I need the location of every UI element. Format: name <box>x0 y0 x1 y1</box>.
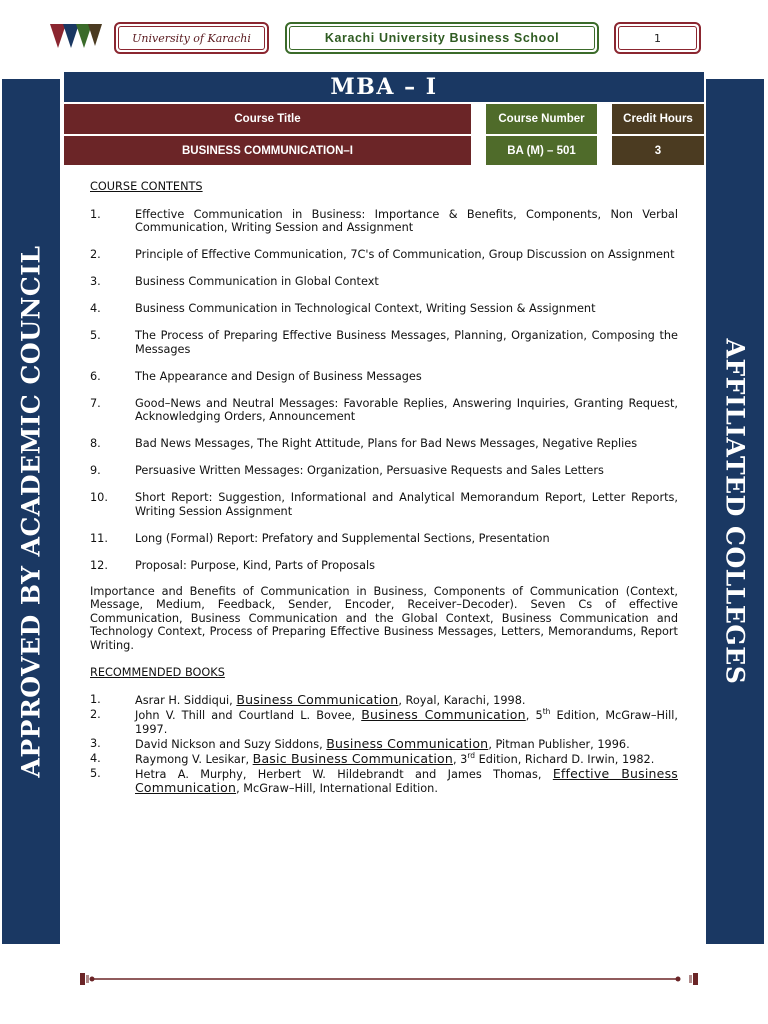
course-content <box>90 180 678 796</box>
list-item-text: Business Communication in Global Context <box>135 275 379 288</box>
page-number: 1 <box>618 26 697 50</box>
list-item-text: Persuasive Written Messages: Organization, Persuasive Requests and Sales Letters <box>135 464 604 477</box>
recommended-books-heading: RECOMMENDED BOOKS <box>90 665 225 679</box>
university-logo-icon <box>50 24 102 50</box>
book-number: 5. <box>90 766 101 780</box>
list-item <box>90 437 678 451</box>
course-summary-paragraph: Importance and Benefits of Communication in Business, Components of Communication (Context, Message, Medium, Feedback, Sender, Encoder, Receiver–Decoder). Seven Cs of effective Communication, Business Communication and the Global Context, Business Communication and Technology Context, Process of Preparing Effective Business Messages, Letters, Memorandums, Report Writing. <box>90 584 678 652</box>
affiliated-colleges-text: AFFILIATED COLLEGES <box>720 338 750 685</box>
book-number: 2. <box>90 708 101 721</box>
book-edition-suffix: th <box>542 707 551 717</box>
list-item-number: 4. <box>90 302 101 315</box>
list-item-number: 3. <box>90 275 101 288</box>
book-item <box>90 693 678 708</box>
book-citation <box>135 708 678 736</box>
list-item-text: Good–News and Neutral Messages: Favorable Replies, Answering Inquiries, Granting Request, Acknowledging Orders, Announcement <box>135 396 678 423</box>
business-school-label: Karachi University Business School <box>289 26 595 50</box>
list-item-text: Bad News Messages, The Right Attitude, Plans for Bad News Messages, Negative Replies <box>135 437 638 450</box>
list-item <box>90 491 678 518</box>
business-school-badge <box>285 22 599 54</box>
list-item <box>90 275 678 289</box>
list-item-number: 11. <box>90 531 108 545</box>
footer-divider <box>80 972 698 986</box>
list-item <box>90 329 678 356</box>
left-side-band <box>2 79 60 944</box>
book-title: Business Communication <box>236 692 399 707</box>
credit-hours-value: 3 <box>612 136 704 165</box>
book-edition: , 5 <box>525 709 543 722</box>
book-list <box>90 693 678 796</box>
book-title: Business Communication <box>326 735 489 751</box>
approved-by-academic-council-text: APPROVED BY ACADEMIC COUNCIL <box>16 245 46 778</box>
book-authors: David Nickson and Suzy Siddons, <box>135 737 327 751</box>
book-citation <box>135 752 678 767</box>
university-of-karachi-badge <box>114 22 269 54</box>
book-number: 1. <box>90 693 101 706</box>
list-item-text: Short Report: Suggestion, Informational and Analytical Memorandum Report, Letter Reports, Writing Session Assignment <box>135 491 678 518</box>
course-number-header: Course Number <box>486 104 597 134</box>
book-title: Basic Business Communication <box>252 750 453 766</box>
course-title-header: Course Title <box>64 104 471 134</box>
list-item-text: Proposal: Purpose, Kind, Parts of Proposals <box>135 558 376 572</box>
book-number: 4. <box>90 751 101 765</box>
book-authors: John V. Thill and Courtland L. Bovee, <box>135 709 362 722</box>
credit-hours-header: Credit Hours <box>612 104 704 134</box>
book-authors: Raymong V. Lesikar, <box>135 752 253 766</box>
book-item <box>90 708 678 736</box>
course-contents-heading: COURSE CONTENTS <box>90 180 203 193</box>
book-number: 3. <box>90 736 101 750</box>
list-item-number: 9. <box>90 464 101 477</box>
list-item-number: 5. <box>90 329 101 342</box>
list-item <box>90 464 678 478</box>
book-publisher: Edition, Richard D. Irwin, 1982. <box>475 752 655 766</box>
list-item <box>90 397 678 424</box>
list-item-number: 8. <box>90 437 101 450</box>
list-item-number: 2. <box>90 248 101 261</box>
book-title: Business Communication <box>361 707 526 722</box>
list-item <box>90 302 678 316</box>
list-item-number: 10. <box>90 491 108 504</box>
book-title: Effective Business Communication <box>135 765 678 795</box>
list-item-number: 12. <box>90 558 108 572</box>
book-item <box>90 737 678 752</box>
book-authors: Hetra A. Murphy, Herbert W. Hildebrandt and James Thomas, <box>135 767 553 781</box>
list-item-text: The Process of Preparing Effective Business Messages, Planning, Organization, Composing the Messages <box>135 329 678 356</box>
university-of-karachi-label: University of Karachi <box>118 26 265 50</box>
course-title-value: BUSINESS COMMUNICATION–I <box>64 136 471 165</box>
book-item <box>90 752 678 767</box>
book-citation <box>135 737 678 752</box>
book-publisher: , Royal, Karachi, 1998. <box>398 694 526 707</box>
list-item-number: 7. <box>90 396 101 410</box>
list-item-text: Principle of Effective Communication, 7C's of Communication, Group Discussion on Assignment <box>135 248 675 261</box>
book-publisher: Edition, McGraw–Hill, 1997. <box>135 709 678 736</box>
list-item <box>90 208 678 235</box>
book-citation <box>135 767 678 796</box>
book-edition: , 3 <box>452 752 468 766</box>
book-citation <box>135 693 678 708</box>
list-item <box>90 559 678 573</box>
book-item <box>90 767 678 796</box>
list-item-text: Long (Formal) Report: Prefatory and Supplemental Sections, Presentation <box>135 531 550 545</box>
book-publisher: , Pitman Publisher, 1996. <box>488 737 630 751</box>
list-item-text: The Appearance and Design of Business Messages <box>135 369 422 383</box>
list-item <box>90 532 678 546</box>
list-item <box>90 370 678 384</box>
list-item-text: Business Communication in Technological Context, Writing Session & Assignment <box>135 302 596 315</box>
course-number-value: BA (M) – 501 <box>486 136 597 165</box>
list-item <box>90 248 678 262</box>
right-side-band <box>706 79 764 944</box>
program-title: MBA – I <box>64 72 704 102</box>
book-publisher: , McGraw–Hill, International Edition. <box>236 782 438 795</box>
page-number-badge <box>614 22 701 54</box>
list-item-number: 6. <box>90 369 101 383</box>
list-item-number: 1. <box>90 207 101 221</box>
list-item-text: Effective Communication in Business: Importance & Benefits, Components, Non Verbal Communication, Writing Session and Assignment <box>135 207 678 234</box>
book-edition-suffix: rd <box>467 750 476 760</box>
book-authors: Asrar H. Siddiqui, <box>135 694 237 707</box>
